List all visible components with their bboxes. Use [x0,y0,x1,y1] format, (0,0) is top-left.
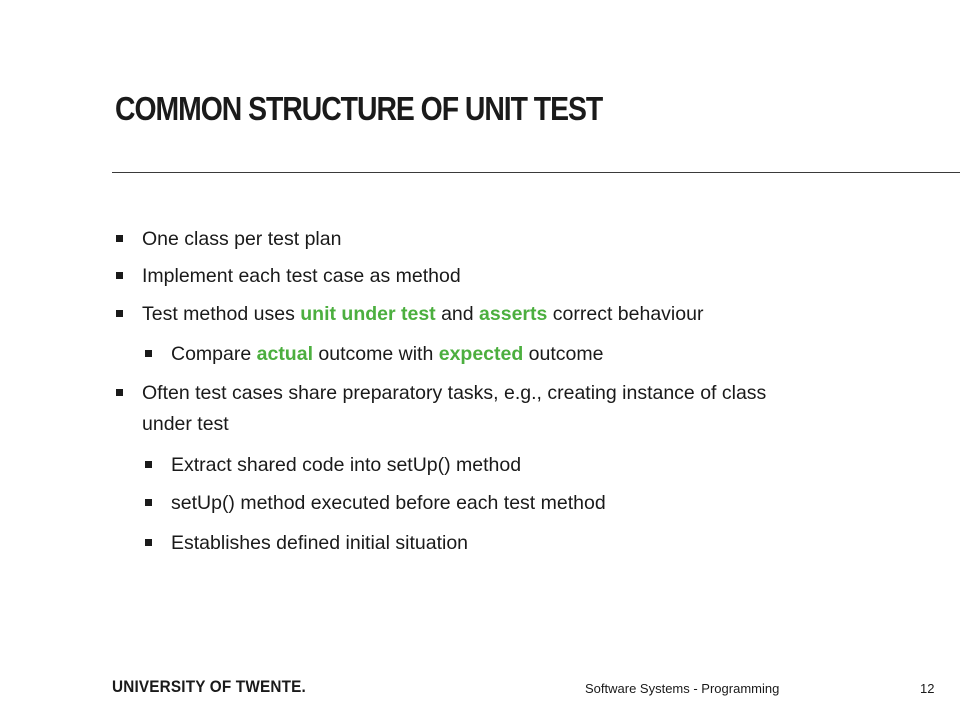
bullet-item [142,378,766,440]
sub-bullet-item [171,528,468,559]
sub-bullet-item [171,339,603,370]
bullet-text: and [435,303,480,325]
square-bullet-icon [116,235,123,242]
bullet-text: One class per test plan [142,228,342,250]
square-bullet-icon [116,389,123,396]
university-logo: UNIVERSITY OF TWENTE. [112,677,306,696]
square-bullet-icon [145,539,152,546]
bullet-text: Compare [171,343,257,365]
square-bullet-icon [116,310,123,317]
sub-bullet-item [171,450,521,481]
bullet-text: under test [142,413,229,435]
square-bullet-icon [145,350,152,357]
bullet-text: Often test cases share preparatory tasks, e.g., creating instance of class [142,382,767,404]
bullet-text: Establishes defined initial situation [171,532,469,554]
bullet-item [142,224,341,255]
slide-title: COMMON STRUCTURE OF UNIT TEST [115,90,603,127]
bullet-text: Implement each test case as method [142,265,461,287]
highlight-term: asserts [479,303,548,325]
bullet-text: outcome with [312,343,439,365]
bullet-text: Extract shared code into setUp() method [171,454,522,476]
page-number: 12 [920,681,935,696]
highlight-term: unit under test [300,303,436,325]
bullet-text: correct behaviour [547,303,704,325]
bullet-text: outcome [523,343,604,365]
bullet-item [142,299,703,330]
sub-bullet-item [171,488,606,519]
course-name: Software Systems - Programming [585,681,780,696]
highlight-term: expected [438,343,524,365]
square-bullet-icon [145,461,152,468]
square-bullet-icon [145,499,152,506]
bullet-text: Test method uses [142,303,301,325]
highlight-term: actual [256,343,313,365]
bullet-text: setUp() method executed before each test method [171,492,606,514]
bullet-item [142,261,461,292]
square-bullet-icon [116,272,123,279]
